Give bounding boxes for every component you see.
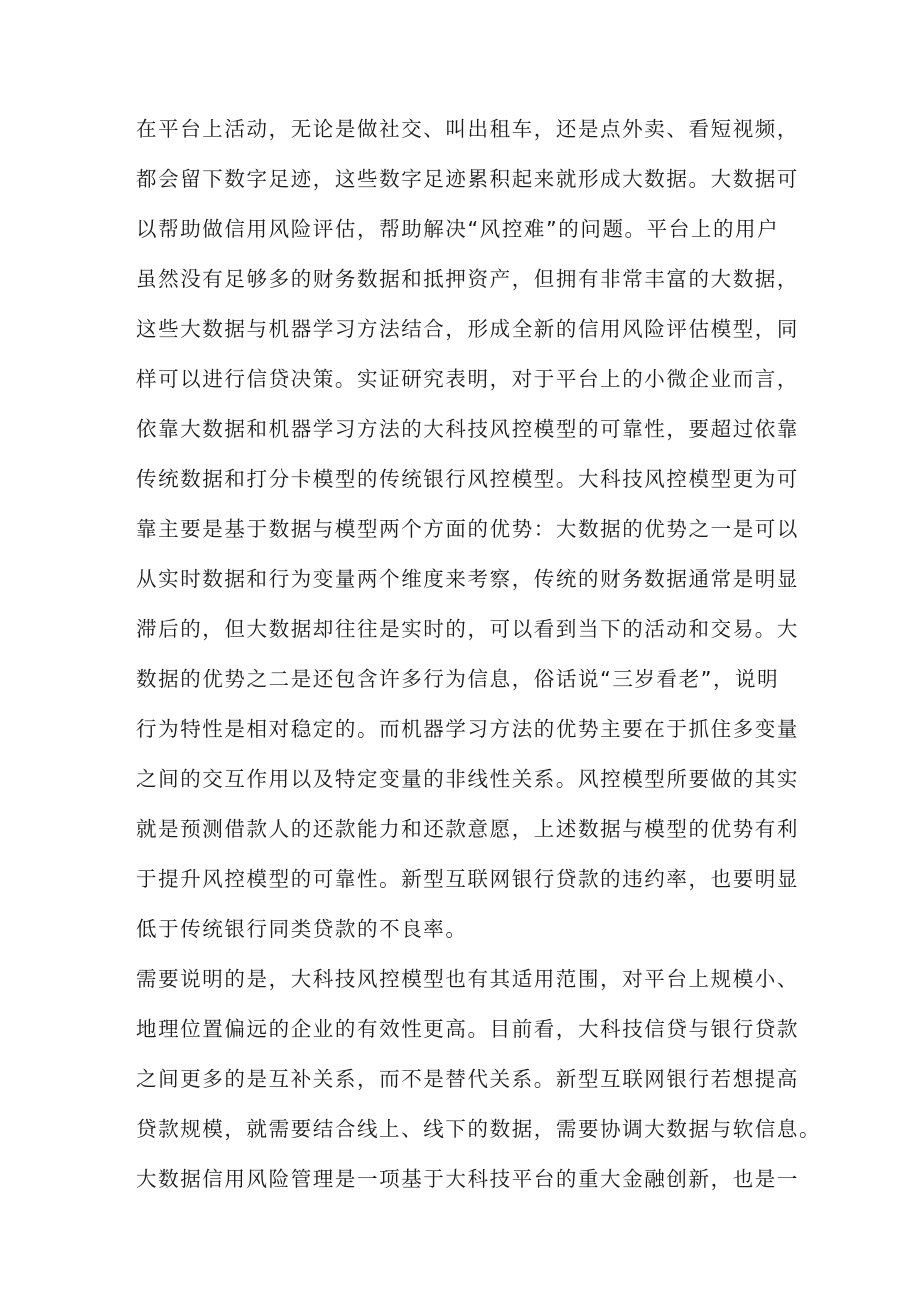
text-line: 这些大数据与机器学习方法结合，形成全新的信用风险评估模型，同 bbox=[136, 317, 799, 341]
text-line: 在平台上活动，无论是做社交、叫出租车，还是点外卖、看短视频， bbox=[136, 117, 799, 141]
text-line: 需要说明的是，大科技风控模型也有其适用范围，对平台上规模小、 bbox=[136, 967, 799, 991]
text-line: 低于传统银行同类贷款的不良率。 bbox=[136, 917, 468, 941]
text-line: 滞后的，但大数据却往往是实时的，可以看到当下的活动和交易。大 bbox=[136, 617, 799, 641]
text-line: 依靠大数据和机器学习方法的大科技风控模型的可靠性，要超过依靠 bbox=[136, 417, 799, 441]
text-line: 之间更多的是互补关系，而不是替代关系。新型互联网银行若想提高 bbox=[136, 1067, 799, 1091]
text-line: 贷款规模，就需要结合线上、线下的数据，需要协调大数据与软信息。 bbox=[136, 1117, 822, 1141]
text-line: 地理位置偏远的企业的有效性更高。目前看，大科技信贷与银行贷款 bbox=[136, 1017, 799, 1041]
text-line: 数据的优势之二是还包含许多行为信息，俗话说“三岁看老”，说明 bbox=[136, 667, 780, 691]
text-line: 虽然没有足够多的财务数据和抵押资产，但拥有非常丰富的大数据， bbox=[136, 267, 799, 291]
text-line: 靠主要是基于数据与模型两个方面的优势：大数据的优势之一是可以 bbox=[136, 517, 799, 541]
text-line: 于提升风控模型的可靠性。新型互联网银行贷款的违约率，也要明显 bbox=[136, 867, 799, 891]
text-line: 就是预测借款人的还款能力和还款意愿，上述数据与模型的优势有利 bbox=[136, 817, 799, 841]
text-line: 都会留下数字足迹，这些数字足迹累积起来就形成大数据。大数据可 bbox=[136, 167, 799, 191]
text-line: 样可以进行信贷决策。实证研究表明，对于平台上的小微企业而言， bbox=[136, 367, 799, 391]
text-line: 行为特性是相对稳定的。而机器学习方法的优势主要在于抓住多变量 bbox=[136, 717, 799, 741]
text-line: 以帮助做信用风险评估，帮助解决“风控难”的问题。平台上的用户 bbox=[136, 217, 780, 241]
text-line: 之间的交互作用以及特定变量的非线性关系。风控模型所要做的其实 bbox=[136, 767, 799, 791]
text-line: 大数据信用风险管理是一项基于大科技平台的重大金融创新，也是一 bbox=[136, 1167, 799, 1191]
text-line: 从实时数据和行为变量两个维度来考察，传统的财务数据通常是明显 bbox=[136, 567, 799, 591]
text-line: 传统数据和打分卡模型的传统银行风控模型。大科技风控模型更为可 bbox=[136, 467, 799, 491]
